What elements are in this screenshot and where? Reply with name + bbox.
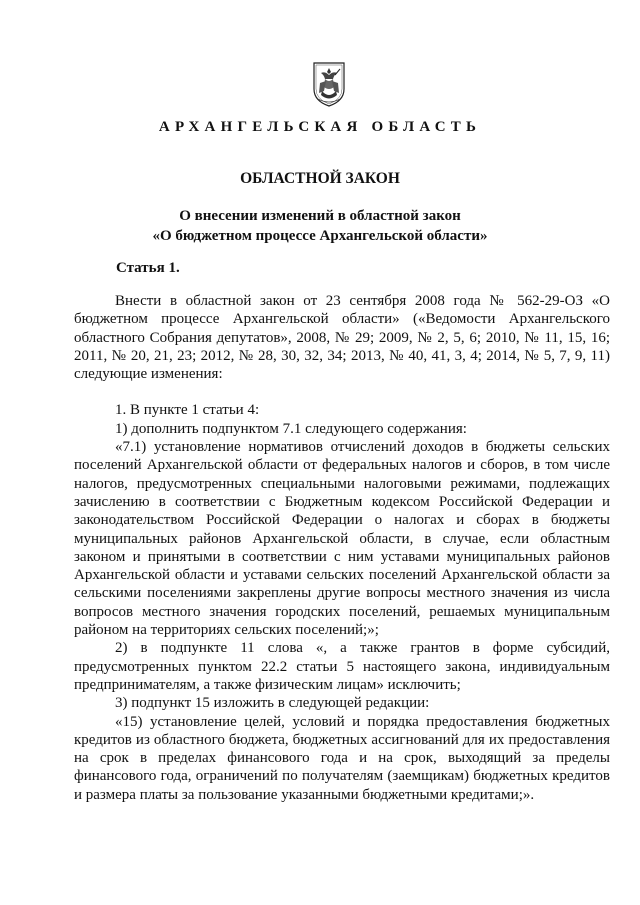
law-subject-line-2: «О бюджетном процессе Архангельской области» bbox=[152, 228, 488, 244]
item-1-subitem-1: 1) дополнить подпунктом 7.1 следующего содержания: bbox=[115, 420, 467, 437]
item-1-quote-7-1: «7.1) установление нормативов отчислений доходов в бюджеты сельских поселений Архангельской области от федеральных налогов и сборов, в том числе налогов, предусмотренных специальными налоговыми режимами, подлежащих зачислению в соответствии с Бюджетным кодексом Российской Федерации и законодательством Российской Федерации о налогах и сборах в бюджеты муниципальных районов Архангельской области, в случае, если областным законом и принятыми в соответствии с ним уставами муниципальных районов Архангельской области и уставами сельских поселений Архангельской области за сельскими поселениями закреплены другие вопросы местного значения из числа вопросов местного значения городских поселений, решаемых муниципальным районом на территориях сельских поселений;»; bbox=[74, 439, 610, 639]
arkhangelsk-coat-of-arms-icon bbox=[312, 61, 346, 107]
document-type-title: ОБЛАСТНОЙ ЗАКОН bbox=[240, 170, 400, 187]
law-subject bbox=[0, 206, 640, 246]
intro-paragraph: Внести в областной закон от 23 сентября 2008 года № 562-29-ОЗ «О бюджетном процессе Архангельской области» («Ведомости Архангельского областного Собрания депутатов», 2008, № 29; 2009, № 2, 5, 6; 2010, № 11, 15, 16; 2011, № 20, 21, 23; 2012, № 28, 30, 32, 34; 2013, № 40, 41, 3, 4; 2014, № 5, 7, 9, 11) следующие изменения: bbox=[74, 293, 610, 383]
item-1-subitem-2: 2) в подпункте 11 слова «, а также грантов в форме субсидий, предусмотренных пунктом 22.2 статьи 5 настоящего закона, индивидуальным предпринимателям, а также физическим лицам» исключить; bbox=[74, 640, 610, 693]
item-1-subitem-3: 3) подпункт 15 изложить в следующей редакции: bbox=[115, 695, 430, 712]
item-1-quote-15: «15) установление целей, условий и порядка предоставления бюджетных кредитов из областного бюджета, бюджетных ассигнований для их предоставления на срок в пределах финансового года и на срок, выходящий за пределы финансового года, ограничений по получателям (заемщикам) бюджетных кредитов и размера платы за пользование указанными бюджетными кредитами;». bbox=[74, 713, 610, 803]
region-name: АРХАНГЕЛЬСКАЯ ОБЛАСТЬ bbox=[158, 119, 482, 135]
paragraph-gap bbox=[74, 383, 610, 401]
law-body bbox=[74, 292, 610, 804]
law-subject-line-1: О внесении изменений в областной закон bbox=[179, 208, 461, 224]
item-1-heading: 1. В пункте 1 статьи 4: bbox=[115, 402, 260, 419]
article-heading: Статья 1. bbox=[116, 260, 180, 276]
